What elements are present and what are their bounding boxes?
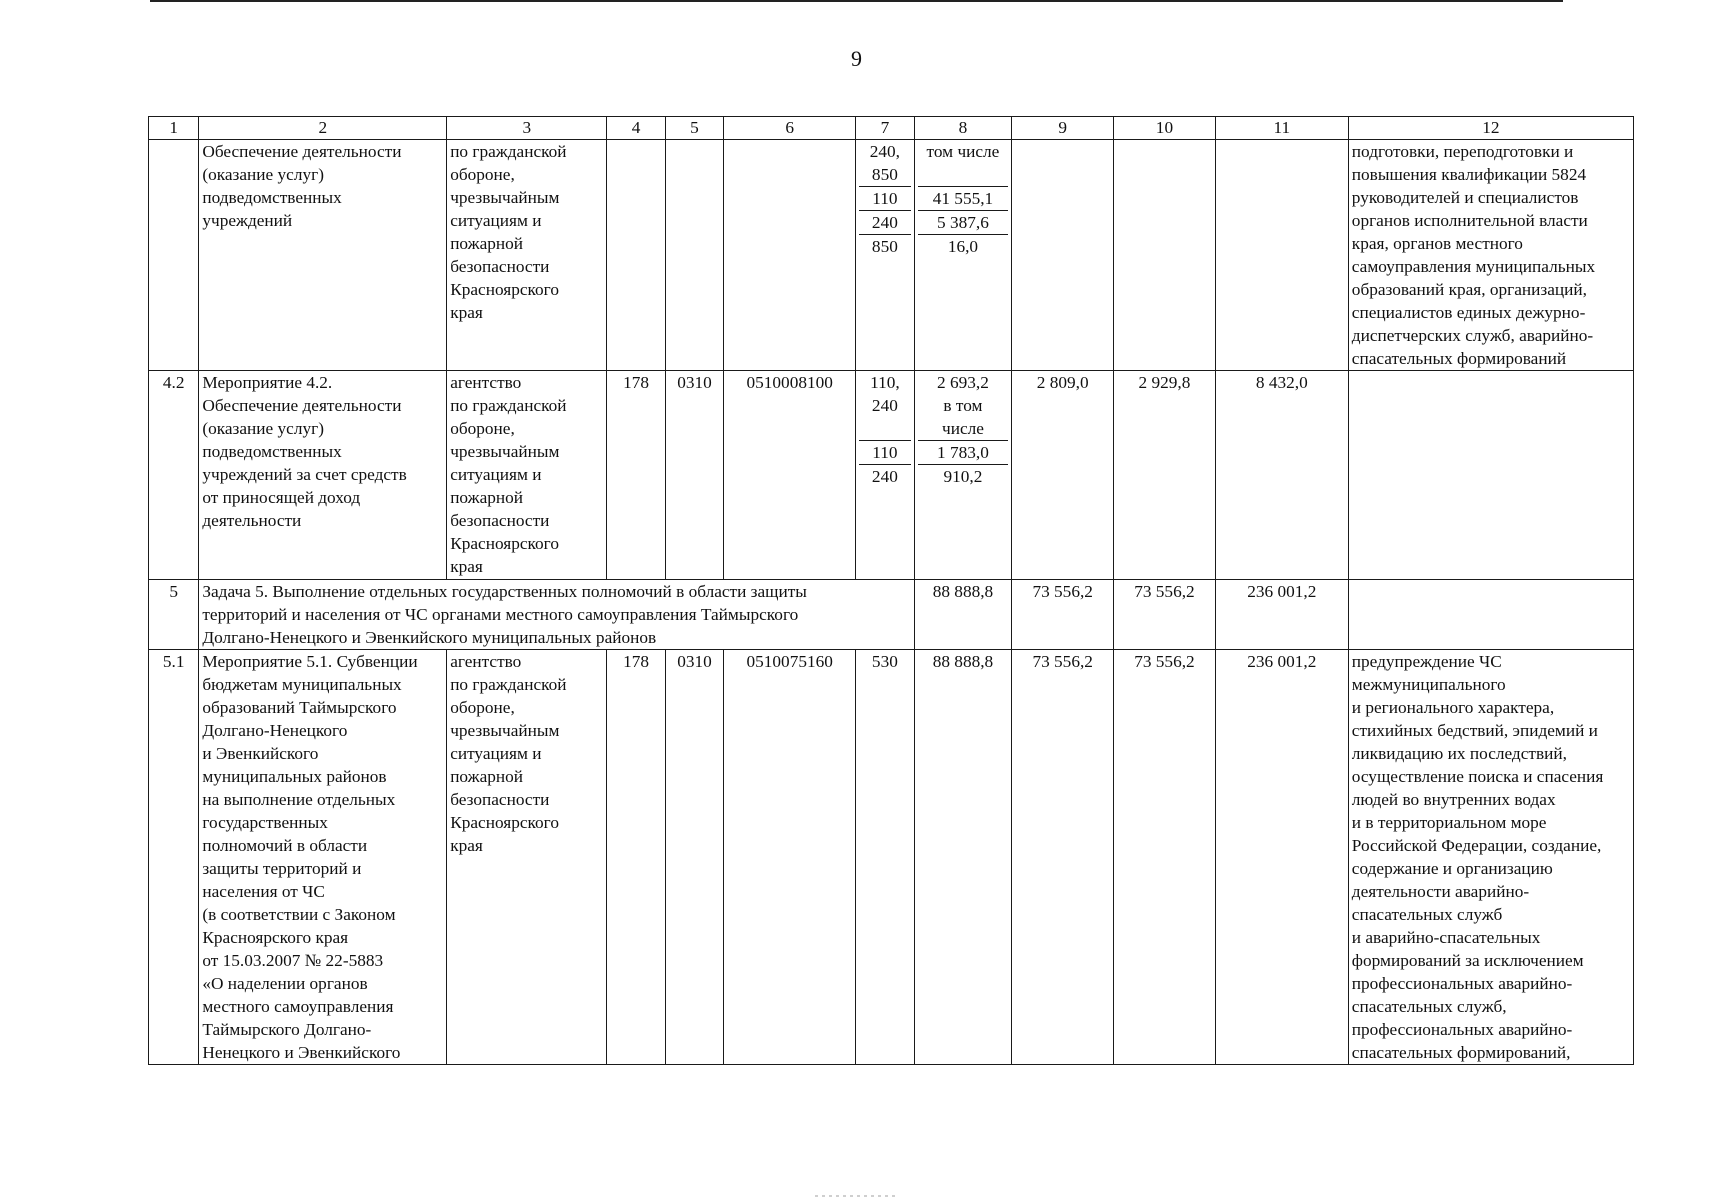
year1-amount: 2 693,2 в том числе	[937, 373, 989, 438]
row-number-cell: 4.2	[149, 371, 199, 580]
column-number: 1	[149, 117, 199, 140]
task-description-cell: Задача 5. Выполнение отдельных государственных полномочий в области защиты территорий и населения от ЧС органами местного самоуправления Таймырского Долгано-Ненецкого и Эвенкийского муниципальных районов	[199, 580, 914, 650]
grbs-cell	[607, 140, 665, 371]
year2-amount-cell: 73 556,2	[1012, 650, 1114, 1065]
total-amount-cell: 236 001,2	[1215, 650, 1348, 1065]
grbs-cell: 178	[607, 650, 665, 1065]
year1-amount-cell: 88 888,8	[914, 650, 1012, 1065]
expected-result-cell: подготовки, переподготовки и повышения квалификации 5824 руководителей и специалистов органов исполнительной власти края, органов местного самоуправления муниципальных образований края, организаций, специалистов единых дежурно- диспетчерских служб, аварийно- спасательных формирований	[1348, 140, 1633, 371]
column-number: 6	[724, 117, 856, 140]
column-number: 5	[665, 117, 723, 140]
column-number-header-row	[149, 117, 1634, 140]
year2-amount-cell: 73 556,2	[1012, 580, 1114, 650]
csr-cell: 0510075160	[724, 650, 856, 1065]
grbs-cell: 178	[607, 371, 665, 580]
year3-amount-cell: 2 929,8	[1114, 371, 1216, 580]
vr-value: 110	[859, 186, 910, 210]
measure-name-cell: Мероприятие 4.2. Обеспечение деятельности (оказание услуг) подведомственных учреждений за счет средств от приносящей доход деятельности	[199, 371, 447, 580]
vr-value: 240	[859, 464, 910, 488]
year3-amount-cell	[1114, 140, 1216, 371]
column-number: 8	[914, 117, 1012, 140]
column-number: 9	[1012, 117, 1114, 140]
year3-amount-cell: 73 556,2	[1114, 580, 1216, 650]
expected-result-cell: предупреждение ЧС межмуниципального и регионального характера, стихийных бедствий, эпидемий и ликвидацию их последствий, осуществление поиска и спасения людей во внутренних водах и в территориальном море Российской Федерации, создание, содержание и организацию деятельности аварийно- спасательных служб и аварийно-спасательных формирований за исключением профессиональных аварийно- спасательных служб, профессиональных аварийно- спасательных формирований,	[1348, 650, 1633, 1065]
total-amount-cell: 8 432,0	[1215, 371, 1348, 580]
year1-amount: том числе	[926, 142, 1000, 161]
year1-amount: 1 783,0	[918, 440, 1009, 464]
measure-name-cell: Мероприятие 5.1. Субвенции бюджетам муниципальных образований Таймырского Долгано-Ненецкого и Эвенкийского муниципальных районов на выполнение отдельных государственных полномочий в области защиты территорий и населения от ЧС (в соответствии с Законом Красноярского края от 15.03.2007 № 22-5883 «О наделении органов местного самоуправления Таймырского Долгано- Ненецкого и Эвенкийского	[199, 650, 447, 1065]
vr-cell	[856, 371, 914, 580]
agency-cell: агентство по гражданской обороне, чрезвычайным ситуациям и пожарной безопасности Красноярского края	[447, 371, 607, 580]
column-number: 3	[447, 117, 607, 140]
page-number: 9	[851, 46, 862, 71]
row-number-cell	[149, 140, 199, 371]
expected-result-cell	[1348, 371, 1633, 580]
agency-cell: агентство по гражданской обороне, чрезвычайным ситуациям и пожарной безопасности Красноярского края	[447, 650, 607, 1065]
rzpr-cell: 0310	[665, 650, 723, 1065]
csr-cell: 0510008100	[724, 371, 856, 580]
column-number: 2	[199, 117, 447, 140]
column-number: 11	[1215, 117, 1348, 140]
row-number-cell: 5.1	[149, 650, 199, 1065]
vr-value: 240, 850	[869, 142, 900, 184]
vr-value: 850	[859, 234, 910, 258]
year1-amount-cell: 88 888,8	[914, 580, 1012, 650]
year1-amount: 5 387,6	[918, 210, 1009, 234]
year1-amount: 41 555,1	[918, 186, 1009, 210]
year3-amount-cell: 73 556,2	[1114, 650, 1216, 1065]
scan-top-rule	[150, 0, 1563, 2]
column-number: 7	[856, 117, 914, 140]
column-number: 12	[1348, 117, 1633, 140]
year1-amount: 16,0	[918, 234, 1009, 258]
year1-amount: 910,2	[918, 464, 1009, 488]
scan-artifact	[815, 1195, 895, 1197]
year1-amount-cell	[914, 371, 1012, 580]
table-row-continuation	[149, 140, 1634, 371]
column-number: 4	[607, 117, 665, 140]
rzpr-cell: 0310	[665, 371, 723, 580]
measure-name-cell: Обеспечение деятельности (оказание услуг) подведомственных учреждений	[199, 140, 447, 371]
expected-result-cell	[1348, 580, 1633, 650]
year2-amount-cell: 2 809,0	[1012, 371, 1114, 580]
csr-cell	[724, 140, 856, 371]
year2-amount-cell	[1012, 140, 1114, 371]
total-amount-cell	[1215, 140, 1348, 371]
year1-amount-cell	[914, 140, 1012, 371]
vr-value: 110	[859, 440, 910, 464]
total-amount-cell: 236 001,2	[1215, 580, 1348, 650]
table-row-4-2	[149, 371, 1634, 580]
rzpr-cell	[665, 140, 723, 371]
table-row-5-1	[149, 650, 1634, 1065]
vr-cell: 530	[856, 650, 914, 1065]
column-number: 10	[1114, 117, 1216, 140]
table-row-task-5	[149, 580, 1634, 650]
program-measures-table	[148, 116, 1634, 1065]
row-number-cell: 5	[149, 580, 199, 650]
vr-value: 110, 240	[870, 373, 900, 415]
vr-cell	[856, 140, 914, 371]
vr-value: 240	[859, 210, 910, 234]
agency-cell: по гражданской обороне, чрезвычайным ситуациям и пожарной безопасности Красноярского края	[447, 140, 607, 371]
